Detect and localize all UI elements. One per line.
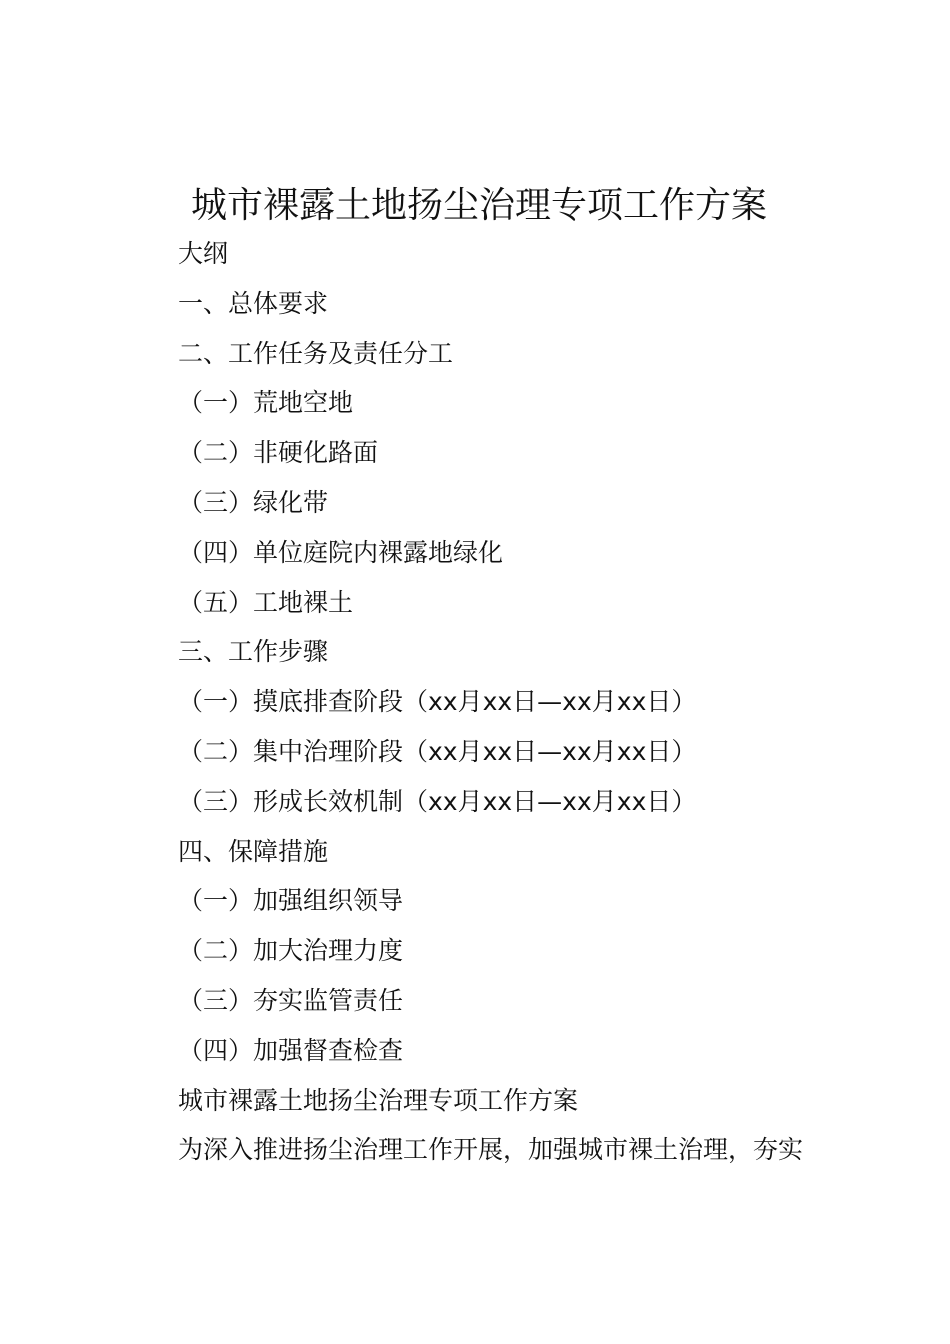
body-title-repeat: 城市裸露土地扬尘治理专项工作方案 [178, 1085, 579, 1115]
subsection-item: （四）加强督查检查 [178, 1035, 404, 1065]
section-heading: 二、工作任务及责任分工 [178, 338, 454, 368]
outline-heading: 大纲 [178, 239, 229, 268]
section-heading: 三、工作步骤 [178, 637, 329, 667]
subsection-item: （一）摸底排查阶段（xx月xx日—xx月xx日） [178, 687, 697, 717]
subsection-item: （五）工地裸土 [178, 587, 354, 617]
subsection-item: （一）荒地空地 [178, 388, 354, 418]
subsection-item: （二）非硬化路面 [178, 438, 379, 468]
body-paragraph-line: 为深入推进扬尘治理工作开展，加强城市裸土治理，夯实 [178, 1135, 804, 1165]
outline-body [178, 232, 878, 1178]
subsection-item: （三）绿化带 [178, 487, 329, 517]
document-title: 城市裸露土地扬尘治理专项工作方案 [190, 185, 767, 226]
subsection-item: （二）集中治理阶段（xx月xx日—xx月xx日） [178, 736, 697, 766]
section-heading: 一、总体要求 [178, 288, 329, 318]
subsection-item: （四）单位庭院内裸露地绿化 [178, 537, 504, 567]
subsection-item: （三）夯实监管责任 [178, 985, 404, 1015]
subsection-item: （三）形成长效机制（xx月xx日—xx月xx日） [178, 786, 697, 816]
subsection-item: （二）加大治理力度 [178, 936, 404, 966]
subsection-item: （一）加强组织领导 [178, 886, 404, 916]
section-heading: 四、保障措施 [178, 836, 329, 866]
